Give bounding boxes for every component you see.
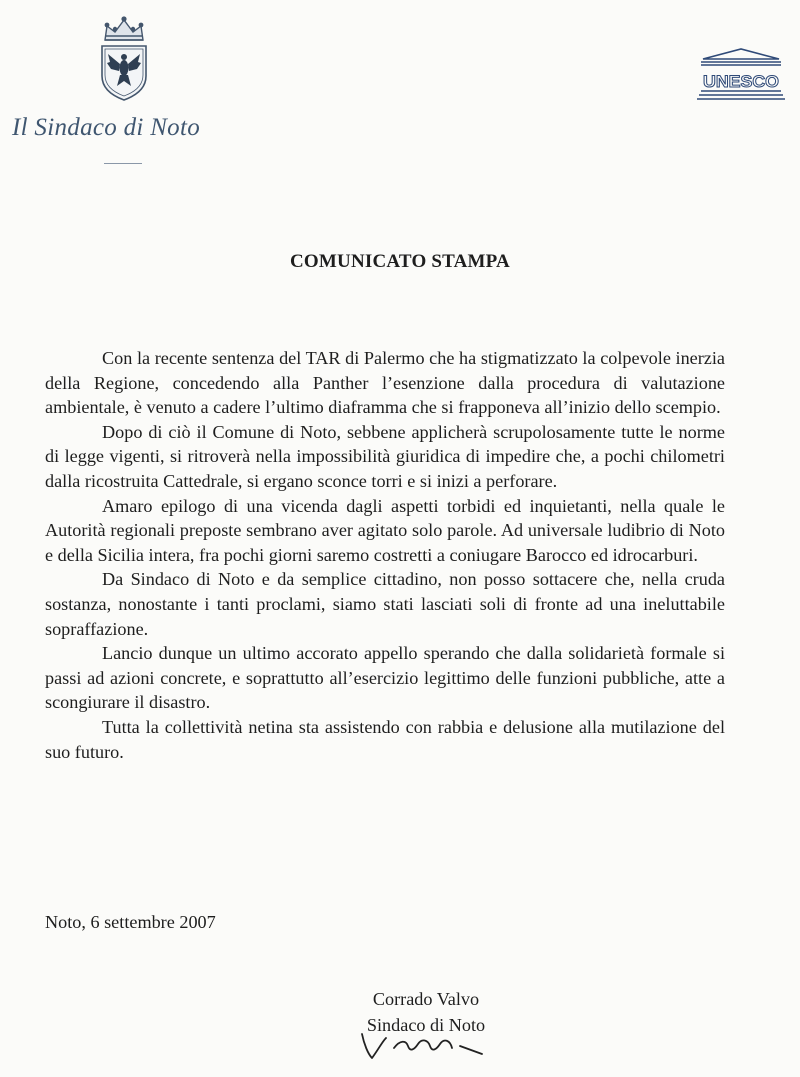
paragraph: Con la recente sentenza del TAR di Palermo che ha stigmatizzato la colpevole inerzia della Regione, concedendo alla Panther l’esenzione dalla procedura di valutazione ambientale, è venuto a cadere l’ultimo diaframma che si frapponeva all’inizio dello scempio. (45, 348, 725, 418)
signer-name: Corrado Valvo (372, 989, 480, 1009)
unesco-label: UNESCO (703, 72, 779, 91)
city-crest-icon (95, 14, 153, 104)
date-line: Noto, 6 settembre 2007 (45, 912, 216, 932)
press-release-body (45, 346, 725, 764)
letterhead-divider (104, 163, 142, 164)
document-title: COMUNICATO STAMPA (290, 251, 510, 272)
unesco-temple-icon (697, 46, 785, 102)
paragraph: Lancio dunque un ultimo accorato appello sperando che dalla solidarietà formale si passi ad azioni concrete, e soprattutto all’esercizio legittimo delle funzioni pubbliche, atte a scongiurare il disastro. (45, 643, 725, 713)
handwritten-signature (356, 1026, 486, 1066)
mayor-letterhead-label: Il Sindaco di Noto (12, 114, 201, 141)
paragraph: Tutta la collettività netina sta assistendo con rabbia e delusione alla mutilazione del suo futuro. (45, 716, 725, 762)
paragraph: Dopo di ciò il Comune di Noto, sebbene applicherà scrupolosamente tutte le norme di legge vigenti, si ritroverà nella impossibilità giuridica di impedire che, a pochi chilometri dalla ricostruita Cattedrale, si ergano sconce torri e si inizi a perforare. (45, 421, 725, 491)
signer-role: Sindaco di Noto (366, 1015, 486, 1035)
paragraph: Da Sindaco di Noto e da semplice cittadino, non posso sottacere che, nella cruda sostanza, nonostante i tanti proclami, siamo stati lasciati soli di fronte ad una ineluttabile sopraffazione. (45, 569, 725, 639)
paragraph: Amaro epilogo di una vicenda dagli aspetti torbidi ed inquietanti, nella quale le Autorità regionali preposte sembrano aver agitato solo parole. Ad universale ludibrio di Noto e della Sicilia intera, fra pochi giorni saremo costretti a coniugare Barocco ed idrocarburi. (45, 495, 725, 565)
